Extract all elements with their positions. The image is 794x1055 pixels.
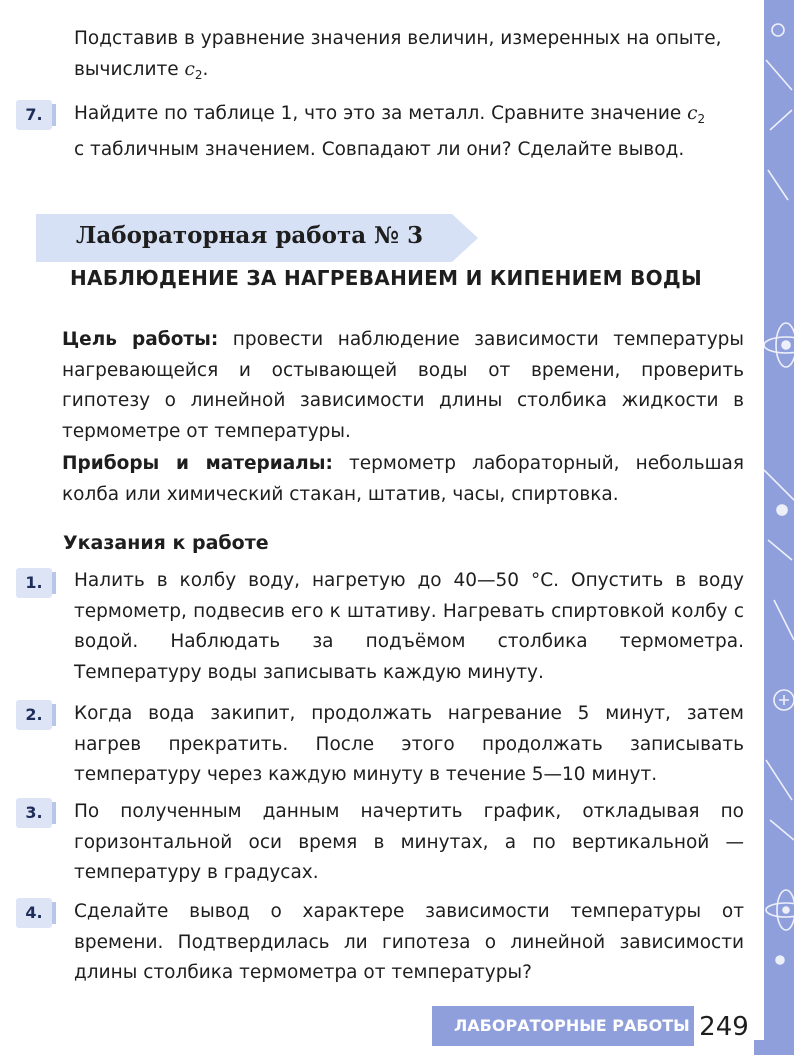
step-3-text: По полученным данным начертить график, откладывая по горизонтальной оси время в минутах, а по вертикальной — температуру в градусах.	[74, 801, 744, 883]
materials-paragraph	[62, 449, 744, 510]
intro-line-2-end: .	[202, 58, 209, 80]
step-7-line-1	[74, 99, 746, 135]
subscript-2: 2	[194, 67, 203, 82]
lab-work-banner	[36, 214, 478, 262]
instructions-heading: Указания к работе	[63, 532, 269, 554]
step-number-2: 2.	[16, 700, 52, 730]
step-2-text: Когда вода закипит, продолжать нагревание 5 минут, затем нагрев прекратить. После этого продолжать записывать температуру через каждую минуту в течение 5—10 минут.	[74, 703, 744, 785]
step-number-1: 1.	[16, 568, 52, 598]
subscript-2: 2	[697, 112, 706, 126]
intro-line-2	[74, 55, 744, 91]
footer-section-label: ЛАБОРАТОРНЫЕ РАБОТЫ	[432, 1006, 694, 1046]
step-7-line-1-text: Найдите по таблице 1, что это за металл. Сравните значение	[74, 103, 688, 124]
variable-c: c	[687, 103, 698, 124]
intro-line-2-text: вычислите	[74, 58, 185, 80]
variable-c: c	[184, 58, 195, 80]
step-7-paragraph	[74, 99, 746, 165]
materials-label: Приборы и материалы:	[62, 453, 333, 474]
goal-paragraph	[62, 325, 744, 447]
materials-text: термометр лабораторный, небольшая колба или химический стакан, штатив, часы, спиртовка.	[62, 453, 744, 505]
corner-decoration	[754, 1040, 766, 1055]
step-number-3: 3.	[16, 798, 52, 828]
intro-paragraph	[74, 24, 744, 90]
decorative-side-strip	[764, 0, 794, 1055]
lab-work-title: Лабораторная работа № 3	[76, 222, 424, 249]
lab-topic-heading: НАБЛЮДЕНИЕ ЗА НАГРЕВАНИЕМ И КИПЕНИЕМ ВОДЫ	[70, 266, 703, 290]
intro-line-1: Подставив в уравнение значения величин, измеренных на опыте,	[74, 28, 722, 49]
step-1-text: Налить в колбу воду, нагретую до 40—50 °С. Опустить в воду термометр, подвесив его к штативу. Нагревать спиртовкой колбу с водой. Наблюдать за подъёмом столбика термометра. Температуру воды записывать каждую минуту.	[74, 570, 744, 683]
step-7-line-2: с табличным значением. Совпадают ли они? Сделайте вывод.	[74, 138, 685, 160]
step-number-7: 7.	[16, 100, 52, 130]
goal-label: Цель работы:	[62, 329, 219, 350]
page-number: 249	[699, 1012, 749, 1042]
goal-text: провести наблюдение зависимости температуры нагревающейся и остывающей воды от времени, проверить гипотезу о линейной зависимости длины столбика жидкости в термометре от температуры.	[62, 329, 745, 442]
step-number-4: 4.	[16, 898, 52, 928]
step-4-text: Сделайте вывод о характере зависимости температуры от времени. Подтвердилась ли гипотеза о линейной зависимости длины столбика термометра от температуры?	[74, 901, 744, 983]
